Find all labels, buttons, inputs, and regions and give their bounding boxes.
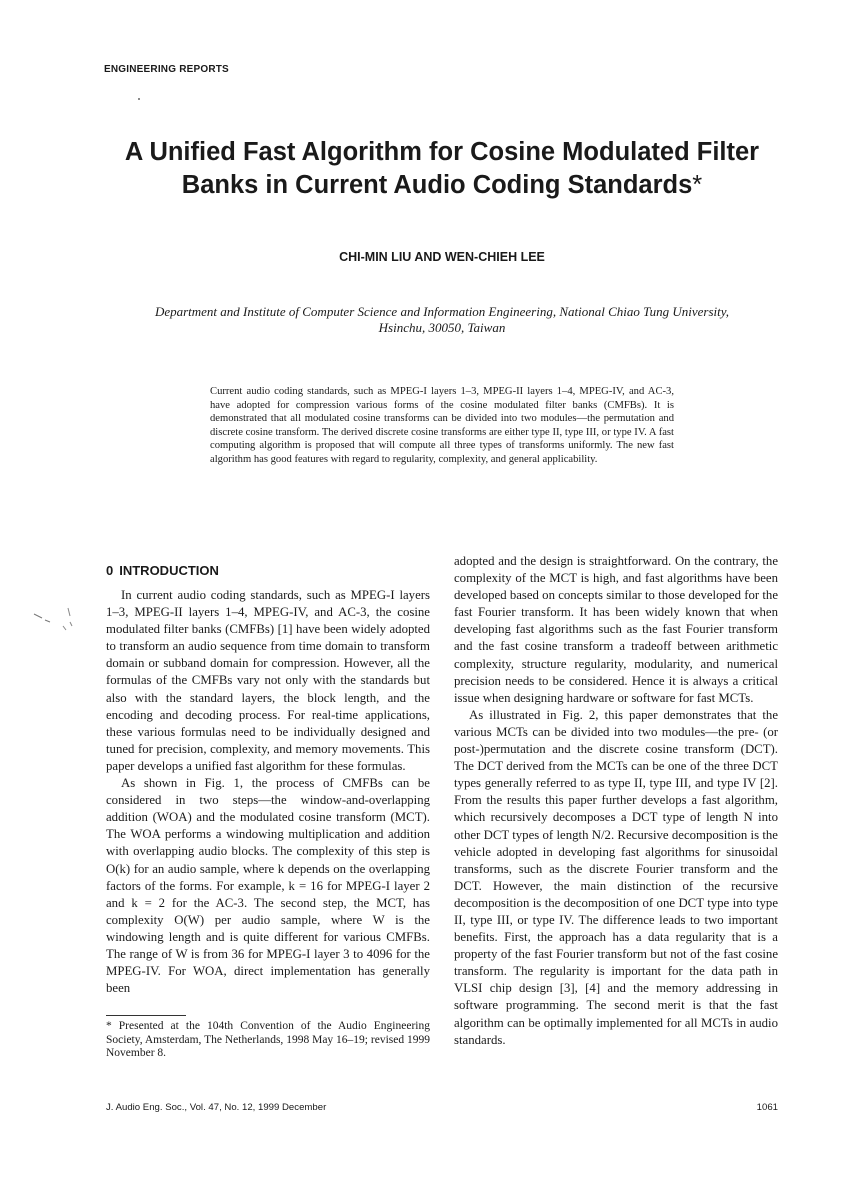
paragraph: As shown in Fig. 1, the process of CMFBs can be considered in two steps—the window-and-overlapping addition (WOA) and the modulated cosine transform (MCT). The WOA performs a windowing multiplication and addition with overlapping audio blocks. The complexity of this step is O(k) for an audio sample, where k depends on the overlapping factors of the forms. For example, k = 16 for MPEG-I layer 2 and k = 2 for the AC-3. The second step, the MCT, has complexity O(W) per audio sample, where W is the windowing length and is quite different for various CMFBs. The range of W is from 36 for MPEG-I layer 3 to 4096 for the MPEG-IV. For WOA, direct implementation has generally been [106,776,430,996]
title-line-1: A Unified Fast Algorithm for Cosine Modulated Filter [124,138,760,166]
affiliation-line-2: Hsinchu, 30050, Taiwan [378,320,506,335]
affiliation-line-1: Department and Institute of Computer Science and Information Engineering, National Chiao Tung University, [154,304,730,319]
paragraph: In current audio coding standards, such as MPEG-I layers 1–3, MPEG-II layers 1–4, MPEG-IV, and AC-3, the cosine modulated filter banks (CMFBs) [1] have been widely adopted to transform an audio sequence from time domain to transform domain or subband domain for compression. However, all the formulas of the CMFBs vary not only with the standards but also with the standard layers, the block length, and the encoding and decoding process. For real-time applications, these various formulas need to be individually designed and tuned for precision, complexity, and memory movements. This paper develops a unified fast algorithm for these formulas. [106,588,430,773]
paper-title [100,136,784,202]
section-heading-text: INTRODUCTION [119,563,219,578]
paragraph: adopted and the design is straightforward. On the contrary, the complexity of the MCT is high, and fast algorithms have been developed based on concepts similar to those developed for the fast Fourier transform. It has been widely known that when developing fast algorithms such as the fast Fourier transform and the fast cosine transform a tradeoff between arithmetic complexity, structure regularity, modularity, and numerical precision needs to be considered. Hence it is always a critical issue when designing hardware or software for fast MCTs. [454,554,778,705]
footnote-rule [106,1015,186,1016]
title-footnote-marker: * [692,171,703,199]
page-number: 1061 [756,1102,778,1113]
paragraph: As illustrated in Fig. 2, this paper demonstrates that the various MCTs can be divided into two modules—the pre- (or post-)permutation and the discrete cosine transform (DCT). The DCT derived from the MCTs can be one of the three DCT types generally referred to as type II, type III, and type IV [2]. From the results this paper further develops a fast algorithm, which recursively decomposes a DCT type of length N into other DCT types of length N/2. Recursive decomposition is the vehicle adopted in developing fast algorithms for sinusoidal transforms, such as the discrete Fourier transform and the DCT. However, the main distinction of the recursive decomposition is the decomposition of one DCT type into type II, type III, or type IV. The difference leads to two important benefits. First, the approach has a data regularity that is a property of the fast Fourier transform but not of the fast cosine transform. The regularity is important for the data path in VLSI chip design [3], [4] and the memory addressing in software programming. The second merit is that the fast algorithm can be optimally implemented for all MCTs in audio standards. [454,707,778,1047]
body-column-left [106,587,430,997]
section-heading-introduction [106,563,219,578]
margin-scribble-mark [30,604,80,638]
body-column-right [454,553,778,1049]
footer-journal-citation: J. Audio Eng. Soc., Vol. 47, No. 12, 1999 December [106,1102,327,1113]
authors: CHI-MIN LIU AND WEN-CHIEH LEE [339,250,545,264]
affiliation [120,304,764,336]
footnote: * Presented at the 104th Convention of the Audio Engineering Society, Amsterdam, The Netherlands, 1998 May 16–19; revised 1999 November 8. [106,1020,430,1059]
title-line-2-text: Banks in Current Audio Coding Standards [181,171,693,199]
section-label: ENGINEERING REPORTS [104,64,229,75]
title-line-2 [100,169,784,202]
abstract: Current audio coding standards, such as MPEG-I layers 1–3, MPEG-II layers 1–4, MPEG-IV, and AC-3, have adopted for compression various forms of the cosine modulated filter banks (CMFBs). It is demonstrated that all modulated cosine transforms can be divided into two modules—the permutation and discrete cosine transform. The derived discrete cosine transforms are either type II, type III, or type IV. A fast computing algorithm is proposed that will compute all three types of transforms uniformly. The new fast algorithm has good features with regard to regularity, complexity, and general applicability. [210,386,674,465]
section-number: 0 [106,563,114,578]
speck-mark [138,98,140,100]
